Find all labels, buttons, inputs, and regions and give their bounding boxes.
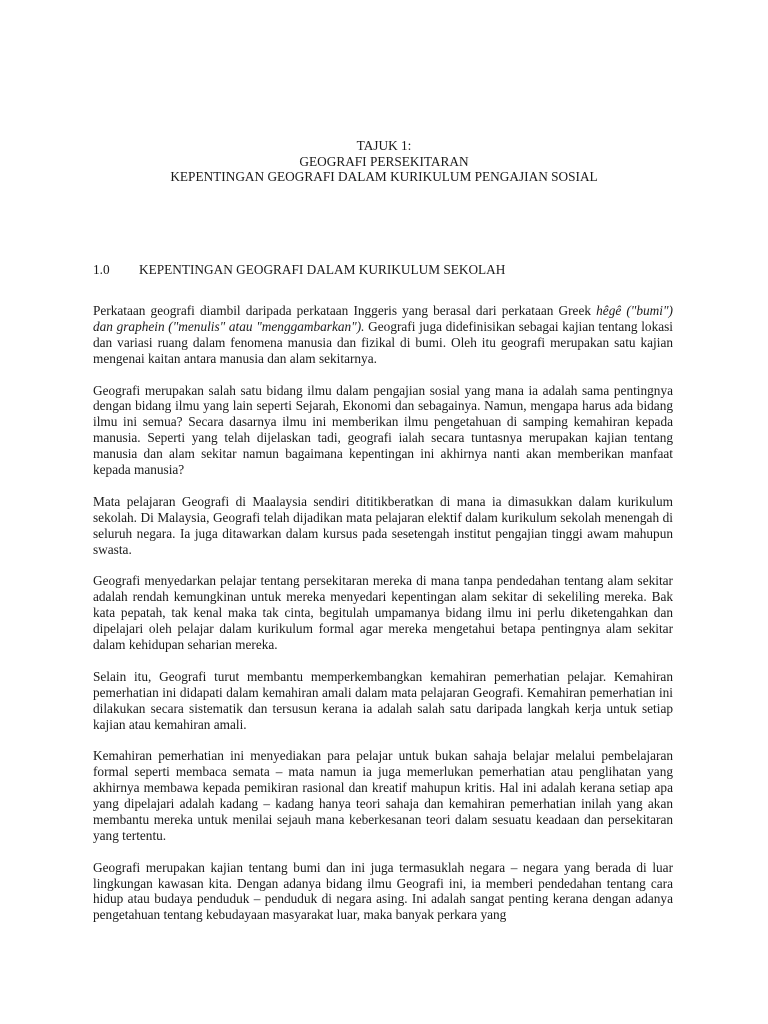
paragraph-italic-text: hêgê ("bumi") dan graphein ("menulis" atau "menggambarkan"). [93,303,673,334]
paragraph: Kemahiran pemerhatian ini menyediakan para pelajar untuk bukan sahaja belajar melalui pembelajaran formal seperti membaca semata – mata namun ia juga memerlukan pemerhatian atau penglihatan yang akhirnya membawa kepada pemikiran rasional dan kreatif mahupun kritis. Hal ini adalah kerana setiap apa yang dipelajari adalah kadang – kadang hanya teori sahaja dan kemahiran pemerhatian inilah yang akan membantu mereka untuk menilai sejauh mana keberkesanan teori dalam sesuatu keadaan dan persekitaran yang tertentu. [93,748,673,843]
paragraph: Geografi merupakan salah satu bidang ilmu dalam pengajian sosial yang mana ia adalah sama pentingnya dengan bidang ilmu yang lain seperti Sejarah, Ekonomi dan sebagainya. Namun, mengapa harus ada bidang ilmu ini semua? Secara dasarnya ilmu ini memberikan ilmu pengetahuan di samping kemahiran kepada manusia. Seperti yang telah dijelaskan tadi, geografi ialah secara tuntasnya merupakan kajian tentang manusia dan alam sekitar namun bagaimana kepentingan ini akhirnya nanti akan memberikan manfaat kepada manusia? [93,382,673,478]
section-heading [93,262,693,278]
paragraph-text: Perkataan geografi diambil daripada perkataan Inggeris yang berasal dari perkataan Greek [93,303,597,318]
section-number: 1.0 [93,262,110,277]
section-title: KEPENTINGAN GEOGRAFI DALAM KURIKULUM SEKOLAH [139,262,506,277]
paragraph-text: Geografi juga didefinisikan sebagai kajian tentang lokasi dan variasi ruang dalam fenomena manusia dan fizikal di bumi. Oleh itu geografi merupakan satu kajian mengenai kaitan antara manusia dan alam sekitarnya. [93,318,673,366]
title-block [0,138,768,185]
paragraph: Geografi menyedarkan pelajar tentang persekitaran mereka di mana tanpa pendedahan tentang alam sekitar adalah rendah kemungkinan untuk mereka menyedari kepentingan alam sekitar di sekeliling mereka. Bak kata pepatah, tak kenal maka tak cinta, begitulah umpamanya bidang ilmu ini perlu diketengahkan dan dipelajari oleh pelajar dalam kurikulum formal agar mereka mengetahui betapa pentingnya alam sekitar dalam kehidupan seharian mereka. [93,573,673,652]
paragraph: Mata pelajaran Geografi di Maalaysia sendiri dititikberatkan di mana ia dimasukkan dalam kurikulum sekolah. Di Malaysia, Geografi telah dijadikan mata pelajaran elektif dalam kurikulum sekolah menengah di seluruh negara. Ia juga ditawarkan dalam kursus pada sesetengah institut pengajian tinggi awam mahupun swasta. [93,493,673,557]
paragraph: Geografi merupakan kajian tentang bumi dan ini juga termasuklah negara – negara yang berada di luar lingkungan kawasan kita. Dengan adanya bidang ilmu Geografi ini, ia memberi pendedahan tentang cara hidup atau budaya penduduk – penduduk di negara asing. Ini adalah sangat penting kerana dengan adanya pengetahuan tentang kebudayaan masyarakat luar, maka banyak perkara yang [93,859,673,923]
topic-label: TAJUK 1: [356,138,412,153]
paragraph: Selain itu, Geografi turut membantu memperkembangkan kemahiran pemerhatian pelajar. Kemahiran pemerhatian ini didapati dalam kemahiran amali dalam mata pelajaran Geografi. Kemahiran pemerhatian ini dilakukan secara sistematik dan tersusun kerana ia adalah salah satu daripada langkah kerja untuk setiap kajian atau kemahiran amali. [93,668,673,732]
paragraph [93,303,673,367]
topic-title: GEOGRAFI PERSEKITARAN [299,153,469,169]
topic-subtitle: KEPENTINGAN GEOGRAFI DALAM KURIKULUM PENGAJIAN SOSIAL [170,169,598,184]
body-text [93,303,673,939]
